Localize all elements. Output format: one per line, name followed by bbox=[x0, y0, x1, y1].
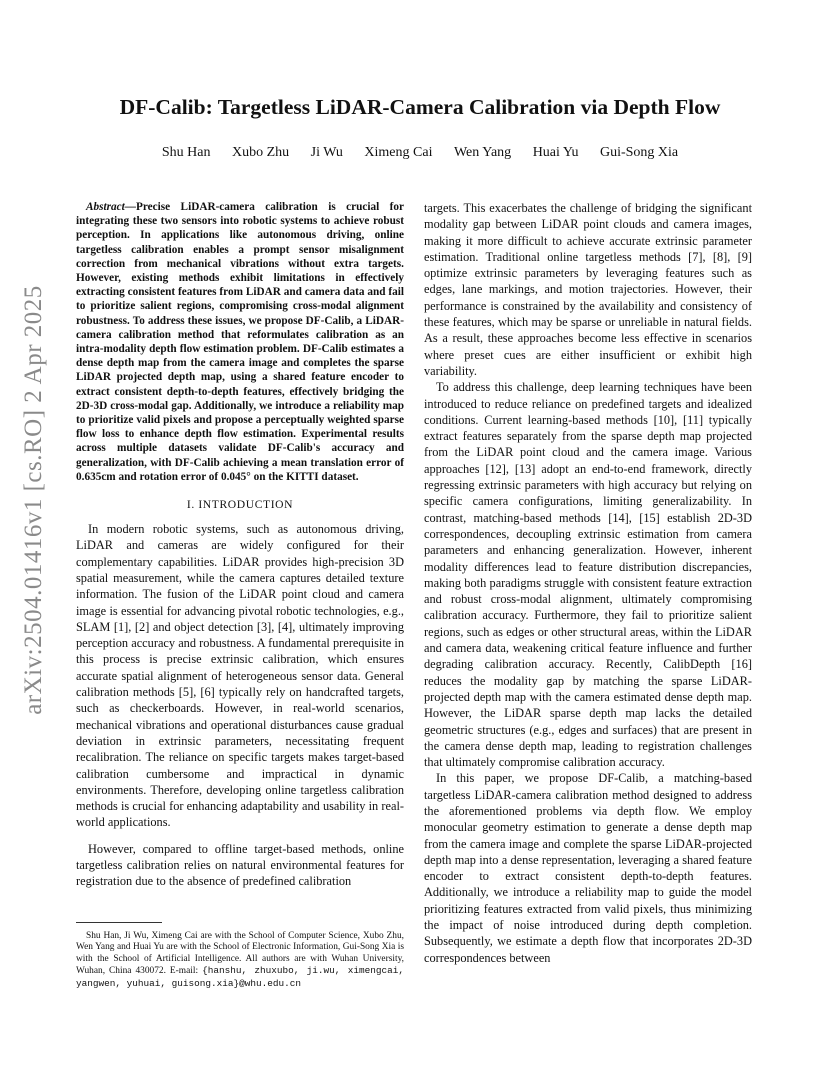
abstract-label: Abstract— bbox=[86, 201, 137, 213]
author-name: Gui-Song Xia bbox=[599, 145, 679, 160]
footnote-emails: {hanshu, zhuxubo, ji.wu, ximengcai, yangwen, yuhuai, guisong.xia}@whu.edu.cn bbox=[76, 965, 404, 989]
section-heading-introduction: I. INTRODUCTION bbox=[186, 498, 294, 512]
author-name: Wen Yang bbox=[453, 145, 512, 160]
author-name: Ximeng Cai bbox=[364, 145, 433, 160]
author-list bbox=[70, 145, 770, 161]
body-paragraph: To address this challenge, deep learning techniques have been introduced to reduce reliance on predefined targets and idealized conditions. Current learning-based methods [10], [11] typically extract features separately from the sparse depth map projected from the LiDAR point cloud and the camera image. Various approaches [12], [13] adopt an end-to-end framework, directly regressing extrinsic parameters with high accuracy but relying on specific camera configurations, limiting generalizability. In contrast, matching-based methods [14], [15] establish 2D-3D correspondences, decoupling extrinsic estimation from camera parameters and enhancing generalization. However, inherent modality differences lead to feature distribution discrepancies, making both paradigms struggle with consistent feature extraction and robust cross-modal alignment, ultimately compromising calibration accuracy. Furthermore, they fail to prioritize salient regions, such as edges or other structural areas, within the LiDAR and camera data, weakening critical feature influence and further degrading calibration accuracy. Recently, CalibDepth [16] reduces the modality gap by matching the sparse LiDAR-projected depth map with the camera estimated dense depth map. However, the LiDAR sparse depth map lacks the detailed geometric structures (e.g., edges and surfaces) that are present in the camera dense depth map, leading to registration challenges that ultimately compromise calibration accuracy. bbox=[424, 380, 752, 770]
body-paragraph: However, compared to offline target-based methods, online targetless calibration relies on natural environmental features for registration due to the absence of predefined calibration bbox=[76, 841, 404, 889]
left-column bbox=[76, 200, 404, 991]
paper-title: DF-Calib: Targetless LiDAR-Camera Calibration via Depth Flow bbox=[119, 95, 721, 119]
author-name: Shu Han bbox=[161, 145, 211, 160]
body-paragraph: In modern robotic systems, such as autonomous driving, LiDAR and cameras are widely configured for their complementary capabilities. LiDAR provides high-precision 3D spatial measurement, while the camera captures detailed texture information. The fusion of the LiDAR point cloud and camera image is essential for advancing pivotal robotic technologies, e.g., SLAM [1], [2] and object detection [3], [4], ultimately improving perception accuracy and robustness. A fundamental prerequisite in this process is precise extrinsic calibration, which ensures accurate spatial alignment of heterogeneous sensor data. General calibration methods [5], [6] typically rely on handcrafted targets, such as checkerboards. However, in real-world scenarios, mechanical vibrations and operational disturbances cause gradual deviation in extrinsic parameters, necessitating frequent recalibration. The reliance on specific targets makes target-based calibration cumbersome and impractical in dynamic environments. Therefore, developing online targetless calibration methods is crucial for enhancing adaptability and usability in real-world applications. bbox=[76, 522, 404, 830]
right-column bbox=[424, 200, 752, 966]
body-paragraph: targets. This exacerbates the challenge of bridging the significant modality gap between LiDAR point clouds and camera images, making it more difficult to achieve accurate extrinsic parameter estimation. Traditional online targetless methods [7], [8], [9] optimize extrinsic parameters by leveraging features such as edges, lane markings, and motion trajectories. However, their performance is constrained by the availability and consistency of these features, which may be sparse or unreliable in natural fields. As a result, these approaches become less effective in scenarios where preset cues are either insufficient or exhibit high variability. bbox=[424, 201, 752, 378]
abstract-text: Precise LiDAR-camera calibration is crucial for integrating these two sensors into robotic systems to achieve robust perception. In applications like autonomous driving, online targetless calibration enables a prompt sensor misalignment correction from mechanical vibrations without extra targets. However, existing methods exhibit limitations in effectively extracting consistent features from LiDAR and camera data and fail to prioritize salient regions, compromising cross-modal alignment robustness. To address these issues, we propose DF-Calib, a LiDAR-camera calibration method that reformulates calibration as an intra-modality depth flow estimation problem. DF-Calib estimates a dense depth map from the camera image and completes the sparse LiDAR projected depth map, using a shared feature encoder to extract consistent depth-to-depth features, effectively bridging the 2D-3D cross-modal gap. Additionally, we introduce a reliability map to prioritize valid pixels and propose a perceptually weighted sparse flow loss to enhance depth flow estimation. Experimental results across multiple datasets validate DF-Calib's accuracy and generalization, with DF-Calib achieving a mean translation error of 0.635cm and rotation error of 0.045° on the KITTI dataset. bbox=[76, 201, 404, 483]
abstract-paragraph bbox=[76, 200, 404, 484]
author-name: Xubo Zhu bbox=[232, 145, 290, 160]
abstract bbox=[76, 200, 404, 484]
footnote-text bbox=[76, 931, 404, 991]
author-name: Ji Wu bbox=[310, 145, 343, 160]
footnote-divider bbox=[76, 922, 162, 923]
body-paragraph: In this paper, we propose DF-Calib, a matching-based targetless LiDAR-camera calibration method designed to address the aforementioned problems via depth flow. We employ monocular geometry estimation to generate a dense depth map from the camera image and complete the sparse LiDAR-projected depth map into a dense representation, leveraging a shared feature encoder to extract consistent depth-to-depth features. Additionally, we introduce a reliability map to guide the model prioritizing features extracted from valid pixels, thus minimizing the impact of noise introduced during depth completion. Subsequently, we estimate a depth flow that incorporates 2D-3D correspondences between bbox=[424, 771, 752, 965]
arxiv-identifier-text: arXiv:2504.01416v1 [cs.RO] 2 Apr 2025 bbox=[20, 285, 47, 715]
arxiv-identifier bbox=[8, 285, 60, 715]
footnote bbox=[76, 931, 404, 991]
footnote-affiliations: Shu Han, Ji Wu, Ximeng Cai are with the School of Computer Science, Xubo Zhu, Wen Yang and Huai Yu are with the School of Electronic Information, Gui-Song Xia is with the School of Artificial Intelligence. All authors are with Wuhan University, Wuhan, China 430072. E-mail: bbox=[76, 930, 404, 977]
author-name: Huai Yu bbox=[532, 145, 579, 160]
